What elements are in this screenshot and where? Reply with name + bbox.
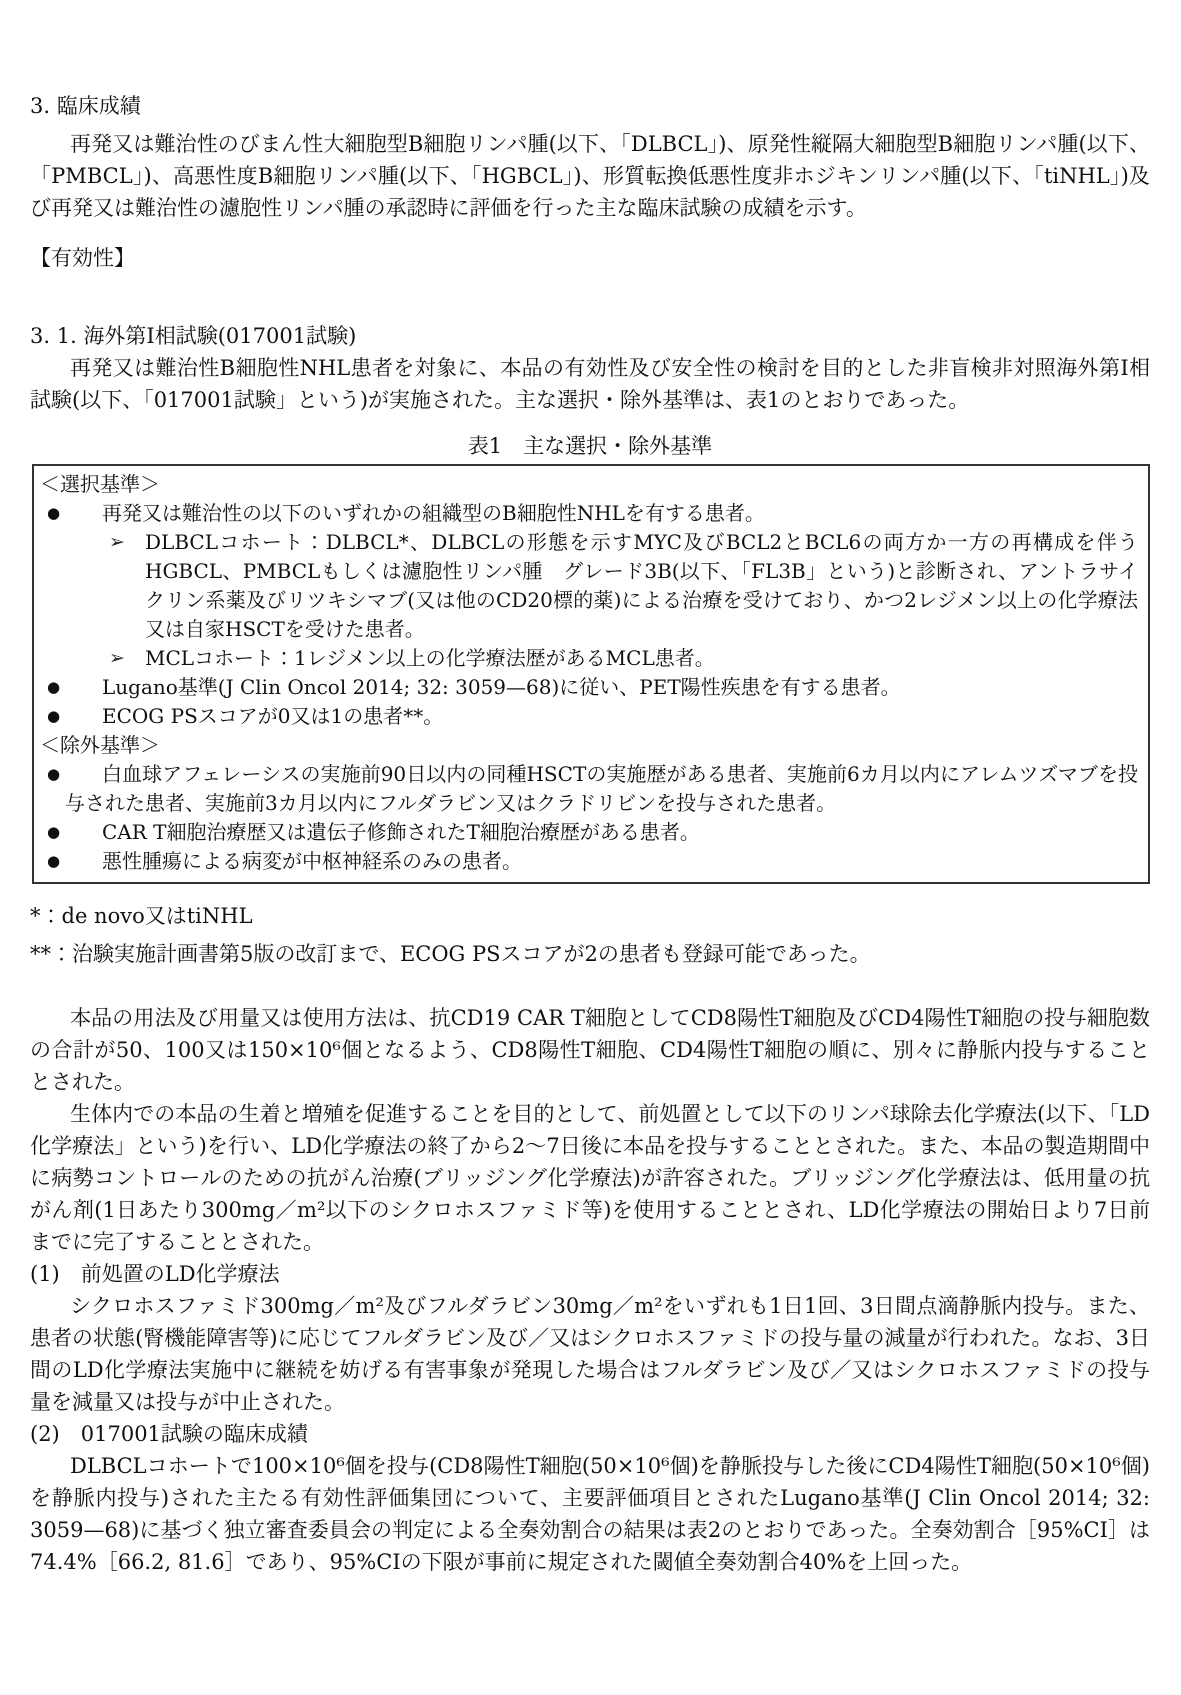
- selection-item: [34, 499, 1138, 528]
- bullet-icon: ●: [47, 852, 61, 870]
- bullet-icon: ●: [47, 823, 61, 841]
- selection-item: [34, 702, 1138, 731]
- selection-subitem-mcl: [34, 644, 1138, 673]
- bullet-icon: ●: [47, 707, 61, 725]
- selection-criteria-heading: ＜選択基準＞: [40, 472, 160, 496]
- trial-intro-paragraph: 再発又は難治性B細胞性NHL患者を対象に、本品の有効性及び安全性の検討を目的とした非盲検非対照海外第Ⅰ相試験(以下、「017001試験」という)が実施された。主な選択・除外基準は、表1のとおりであった。: [30, 356, 1150, 412]
- selection-subitem-text: MCLコホート：1レジメン以上の化学療法歴があるMCL患者。: [145, 646, 715, 670]
- arrowhead-bullet-icon: ➢: [109, 647, 125, 669]
- section-heading: 3. 臨床成績: [30, 94, 141, 118]
- selection-subitem-dlbcl: [34, 528, 1138, 644]
- ld-chemo-paragraph: シクロホスファミド300mg／m²及びフルダラビン30mg／m²をいずれも1日1回、3日間点滴静脈内投与。また、患者の状態(腎機能障害等)に応じてフルダラビン及び／又はシクロホスファミドの投与量の減量が行われた。なお、3日間のLD化学療法実施中に継続を妨げる有害事象が発現した場合はフルダラビン及び／又はシクロホスファミドの投与量を減量又は投与が中止された。: [30, 1294, 1150, 1414]
- exclusion-item: [34, 847, 1138, 876]
- bullet-icon: ●: [47, 765, 61, 783]
- intro-paragraph: 再発又は難治性のびまん性大細胞型B細胞リンパ腫(以下、「DLBCL」)、原発性縦隔大細胞型B細胞リンパ腫(以下、「PMBCL」)、高悪性度B細胞リンパ腫(以下、「HGBCL」)、形質転換低悪性度非ホジキンリンパ腫(以下、「tiNHL」)及び再発又は難治性の濾胞性リンパ腫の承認時に評価を行った主な臨床試験の成績を示す。: [30, 132, 1150, 220]
- dosage-paragraph-1: 本品の用法及び用量又は使用方法は、抗CD19 CAR T細胞としてCD8陽性T細胞及びCD4陽性T細胞の投与細胞数の合計が50、100又は150×10⁶個となるよう、CD8陽性T細胞、CD4陽性T細胞の順に、別々に静脈内投与することとされた。: [30, 1006, 1150, 1094]
- table1-criteria-box: [32, 464, 1150, 884]
- ld-chemo-heading: (1) 前処置のLD化学療法: [30, 1262, 280, 1286]
- arrowhead-bullet-icon: ➢: [109, 531, 125, 553]
- selection-item-text: ECOG PSスコアが0又は1の患者**。: [102, 704, 444, 728]
- footnote-double-asterisk: **：治験実施計画書第5版の改訂まで、ECOG PSスコアが2の患者も登録可能であった。: [30, 942, 871, 966]
- trial-heading: 3. 1. 海外第I相試験(017001試験): [30, 324, 357, 348]
- exclusion-item-text: 悪性腫瘍による病変が中枢神経系のみの患者。: [102, 849, 522, 873]
- dosage-paragraph-2: 生体内での本品の生着と増殖を促進することを目的として、前処置として以下のリンパ球除去化学療法(以下、「LD化学療法」という)を行い、LD化学療法の終了から2〜7日後に本品を投与することとされた。また、本品の製造期間中に病勢コントロールのための抗がん治療(ブリッジング化学療法)が許容された。ブリッジング化学療法は、低用量の抗がん剤(1日あたり300mg／m²以下のシクロホスファミド等)を使用することとされ、LD化学療法の開始日より7日前までに完了することとされた。: [30, 1102, 1150, 1254]
- exclusion-criteria-heading: ＜除外基準＞: [40, 733, 160, 757]
- bullet-icon: ●: [47, 678, 61, 696]
- bullet-icon: ●: [47, 504, 61, 522]
- selection-item-text: 再発又は難治性の以下のいずれかの組織型のB細胞性NHLを有する患者。: [102, 501, 765, 525]
- exclusion-item: [34, 818, 1138, 847]
- exclusion-item-text: 白血球アフェレーシスの実施前90日以内の同種HSCTの実施歴がある患者、実施前6カ月以内にアレムツズマブを投与された患者、実施前3カ月以内にフルダラビン又はクラドリビンを投与された患者。: [65, 762, 1138, 815]
- selection-subitem-text: DLBCLコホート：DLBCL*、DLBCLの形態を示すMYC及びBCL2とBCL6の両方か一方の再構成を伴うHGBCL、PMBCLもしくは濾胞性リンパ腫 グレード3B(以下、「FL3B」という)と診断され、アントラサイクリン系薬及びリツキシマブ(又は他のCD20標的薬)による治療を受けており、かつ2レジメン以上の化学療法又は自家HSCTを受けた患者。: [145, 530, 1138, 641]
- footnote-asterisk: *：de novo又はtiNHL: [30, 904, 253, 928]
- exclusion-item-text: CAR T細胞治療歴又は遺伝子修飾されたT細胞治療歴がある患者。: [102, 820, 700, 844]
- trial-results-heading: (2) 017001試験の臨床成績: [30, 1422, 308, 1446]
- selection-item-text: Lugano基準(J Clin Oncol 2014; 32: 3059—68)に従い、PET陽性疾患を有する患者。: [102, 675, 901, 699]
- exclusion-item: [34, 760, 1138, 818]
- table1-caption: 表1 主な選択・除外基準: [467, 434, 713, 458]
- trial-results-paragraph: DLBCLコホートで100×10⁶個を投与(CD8陽性T細胞(50×10⁶個)を静脈投与した後にCD4陽性T細胞(50×10⁶個)を静脈内投与)された主たる有効性評価集団について、主要評価項目とされたLugano基準(J Clin Oncol 2014; 32: 3059—68)に基づく独立審査委員会の判定による全奏効割合の結果は表2のとおりであった。全奏効割合［95%CI］は74.4%［66.2, 81.6］であり、95%CIの下限が事前に規定された閾値全奏効割合40%を上回った。: [30, 1454, 1150, 1574]
- efficacy-heading: 【有効性】: [30, 246, 135, 270]
- selection-item: [34, 673, 1138, 702]
